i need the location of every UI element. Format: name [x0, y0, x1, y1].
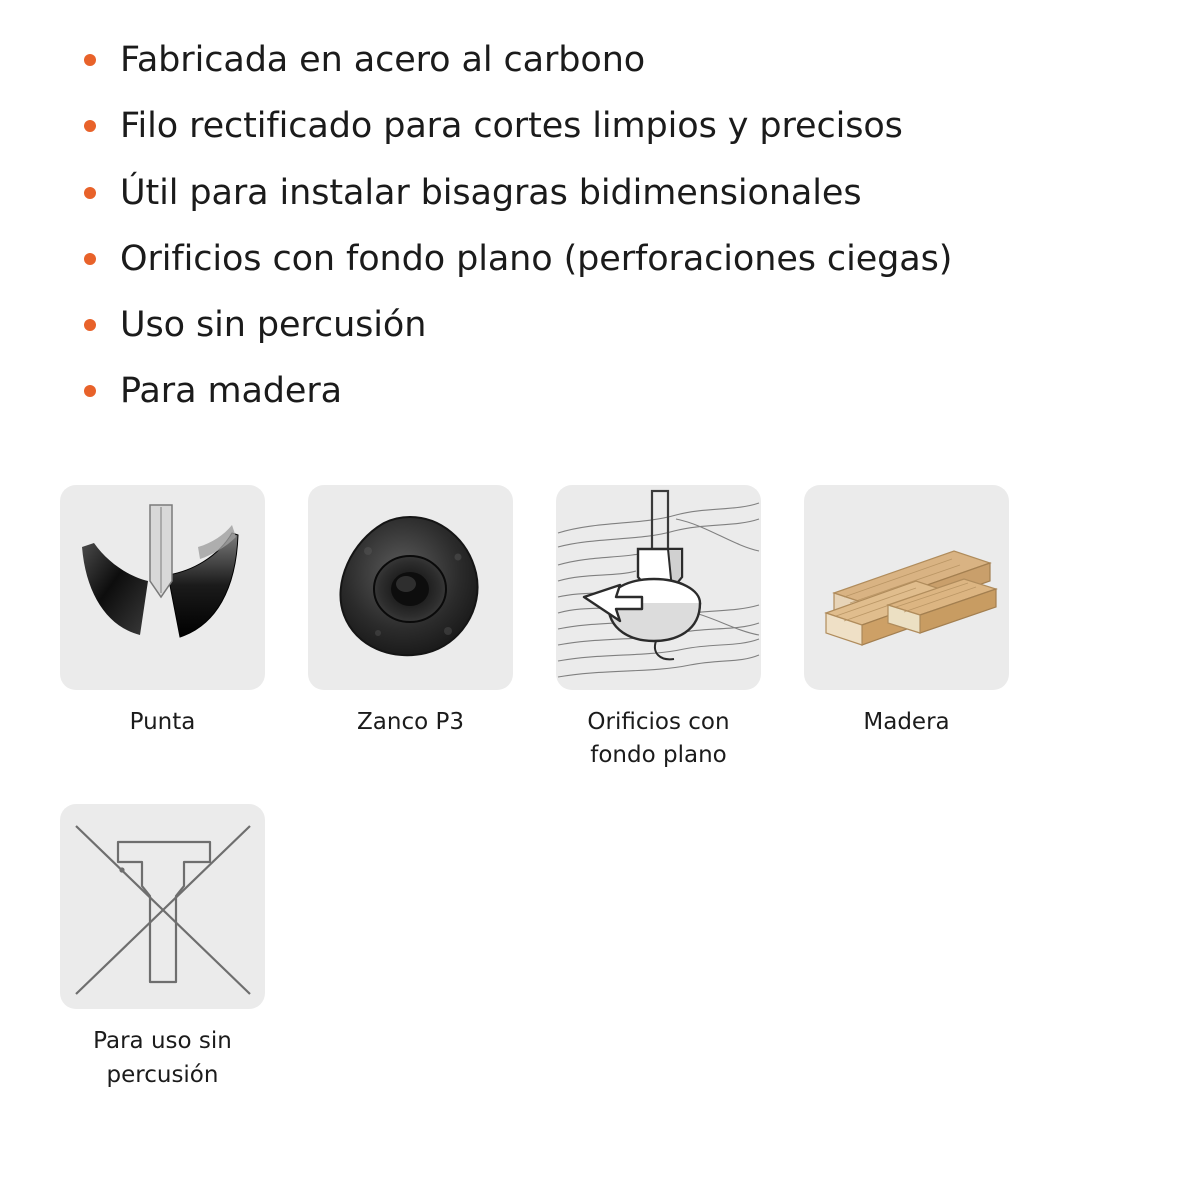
tile-caption: Para uso sin percusión [93, 1028, 232, 1088]
feature-text: Útil para instalar bisagras bidimensionales [120, 172, 862, 213]
bullet-icon [60, 173, 120, 199]
bullet-icon [60, 239, 120, 265]
tile-no-percussion [60, 804, 265, 1092]
tile-image [60, 485, 265, 690]
no-hammer-drill-icon [60, 804, 265, 1009]
list-item [60, 40, 1140, 81]
bullet-icon [60, 40, 120, 66]
drill-tip-icon [60, 485, 265, 690]
feature-text: Uso sin percusión [120, 305, 427, 346]
list-item [60, 173, 1140, 214]
feature-text: Para madera [120, 371, 342, 412]
feature-list [60, 40, 1140, 413]
icon-tile-row-1 [60, 485, 1140, 773]
feature-text: Filo rectificado para cortes limpios y precisos [120, 106, 903, 147]
bullet-icon [60, 371, 120, 397]
feature-text: Orificios con fondo plano (perforaciones ciegas) [120, 238, 953, 279]
shank-p3-icon [308, 485, 513, 690]
wood-planks-icon [804, 485, 1009, 690]
flat-bottom-hole-icon [556, 485, 761, 690]
tile-caption: Orificios con fondo plano [587, 708, 730, 769]
feature-text: Fabricada en acero al carbono [120, 40, 646, 80]
tile-flat-bottom-holes [556, 485, 761, 773]
tile-punta [60, 485, 265, 773]
tile-caption: Zanco P3 [357, 708, 464, 735]
tile-caption: Madera [863, 708, 950, 735]
bullet-icon [60, 106, 120, 132]
tile-zanco-p3 [308, 485, 513, 773]
tile-image [308, 485, 513, 690]
tile-image [804, 485, 1009, 690]
list-item [60, 371, 1140, 412]
tile-image [556, 485, 761, 690]
tile-madera [804, 485, 1009, 773]
list-item [60, 239, 1140, 280]
bullet-icon [60, 305, 120, 331]
tile-image [60, 804, 265, 1009]
list-item [60, 106, 1140, 147]
tile-caption: Punta [129, 708, 196, 735]
icon-tile-row-2 [60, 804, 1140, 1092]
list-item [60, 305, 1140, 346]
